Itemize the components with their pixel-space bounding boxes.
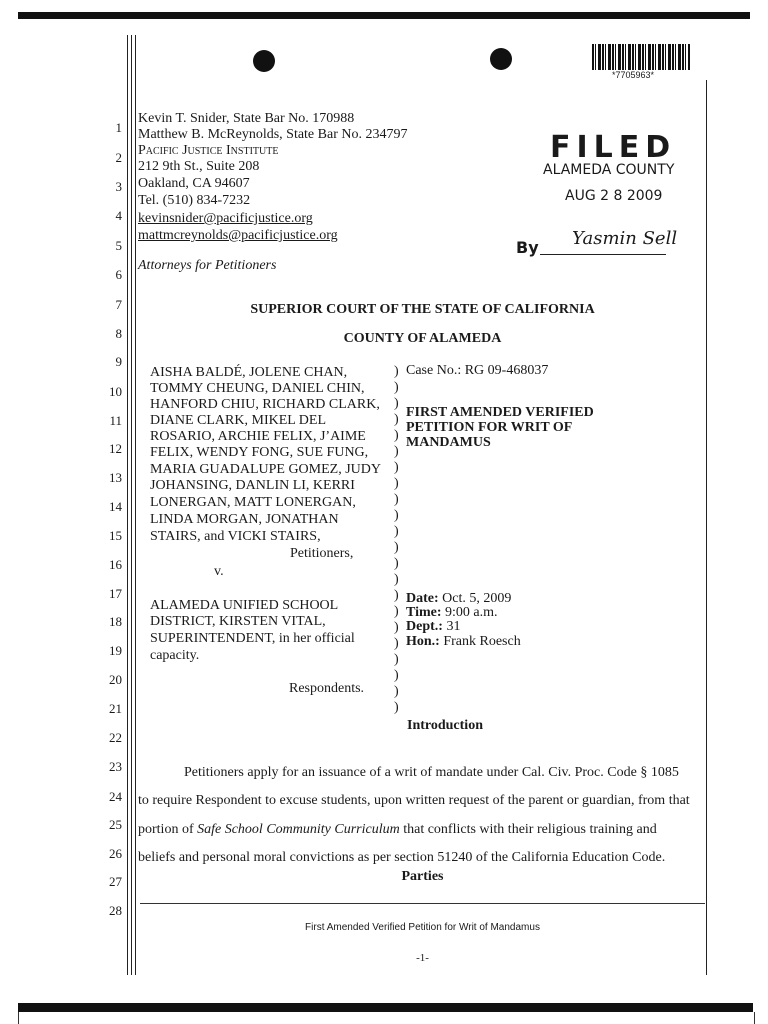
punch-hole-right [490, 48, 512, 70]
hearing-time: Time: 9:00 a.m. [406, 605, 498, 620]
line-number: 13 [109, 470, 122, 485]
petitioner-line: LONERGAN, MATT LONERGAN, [150, 495, 356, 510]
firm-address-2: Oakland, CA 94607 [138, 176, 250, 191]
petitioner-line: TOMMY CHEUNG, DANIEL CHIN, [150, 381, 365, 396]
line-number: 16 [109, 557, 122, 572]
firm-telephone: Tel. (510) 834-7232 [138, 193, 251, 208]
clerk-signature: Yasmin Sell [572, 228, 678, 249]
page-number: -1- [416, 952, 429, 964]
hearing-date: Date: Oct. 5, 2009 [406, 591, 512, 606]
line-number: 26 [109, 846, 122, 861]
line-number: 22 [109, 730, 122, 745]
line-number: 11 [109, 413, 122, 428]
margin-rule-left-2 [131, 35, 132, 975]
firm-name: Pacific Justice Institute [138, 143, 279, 158]
respondent-line: capacity. [150, 648, 200, 663]
barcode-image [592, 44, 690, 70]
margin-rule-left-3 [135, 35, 136, 975]
petitioner-line: LINDA MORGAN, JONATHAN [150, 512, 339, 527]
line-number: 10 [109, 384, 122, 399]
footer-title: First Amended Verified Petition for Writ of Mandamus [305, 922, 540, 933]
punch-hole-left [253, 50, 275, 72]
respondent-line: DISTRICT, KIRSTEN VITAL, [150, 614, 326, 629]
line-number: 18 [109, 614, 122, 629]
case-number: Case No.: RG 09-468037 [406, 363, 549, 378]
hearing-judge: Hon.: Frank Roesch [406, 634, 521, 649]
respondents-label: Respondents. [289, 681, 365, 696]
line-number: 19 [109, 643, 122, 658]
petitioner-line: JOHANSING, DANLIN LI, KERRI [150, 478, 355, 493]
filed-county: ALAMEDA COUNTY [543, 162, 675, 178]
line-number: 7 [115, 297, 122, 312]
line-number: 24 [109, 789, 122, 804]
margin-rule-right [706, 80, 707, 975]
line-number: 27 [109, 874, 122, 889]
email-link-2[interactable]: mattmcreynolds@pacificjustice.org [138, 228, 338, 243]
line-number: 20 [109, 672, 122, 687]
petitioner-line: AISHA BALDÉ, JOLENE CHAN, [150, 365, 348, 380]
hearing-dept: Dept.: 31 [406, 619, 461, 634]
filed-stamp: FILED [550, 130, 677, 165]
parties-heading: Parties [401, 869, 444, 884]
court-county: COUNTY OF ALAMEDA [343, 331, 502, 346]
document-title-line-2: PETITION FOR WRIT OF [406, 420, 573, 435]
document-title-line-1: FIRST AMENDED VERIFIED [406, 405, 594, 420]
line-number: 14 [109, 499, 122, 514]
line-number: 5 [115, 238, 122, 253]
line-number: 12 [109, 441, 122, 456]
line-number: 9 [115, 354, 122, 369]
filed-date: AUG 2 8 2009 [565, 188, 663, 204]
caption-parentheses: ) ) ) ) ) ) ) ) ) ) ) ) ) ) ) ) ) ) ) ) ) ) [394, 364, 399, 715]
line-number: 4 [115, 208, 122, 223]
firm-address-1: 212 9th St., Suite 208 [138, 159, 260, 174]
attorney-role: Attorneys for Petitioners [138, 258, 277, 273]
next-page-edge [18, 1012, 755, 1024]
line-number: 21 [109, 701, 122, 716]
line-number: 8 [115, 326, 122, 341]
document-title-line-3: MANDAMUS [406, 435, 491, 450]
line-number: 23 [109, 759, 122, 774]
versus: v. [214, 564, 224, 579]
court-name: SUPERIOR COURT OF THE STATE OF CALIFORNIA [250, 302, 595, 317]
barcode-number: *7705963* [612, 70, 655, 80]
attorney-line-2: Matthew B. McReynolds, State Bar No. 234797 [138, 127, 408, 142]
body-paragraph-line-2: to require Respondent to excuse students, upon written request of the parent or guardian, from that [138, 793, 690, 808]
petitioners-label: Petitioners, [290, 546, 354, 561]
footer-rule [140, 903, 705, 904]
filed-by-label: By [516, 238, 539, 257]
line-number: 25 [109, 817, 122, 832]
line-number: 28 [109, 903, 122, 918]
body-paragraph-line-4: beliefs and personal moral convictions as per section 51240 of the California Education Code. [138, 850, 666, 865]
margin-rule-left-1 [127, 35, 128, 975]
introduction-heading: Introduction [407, 718, 483, 733]
email-link-1[interactable]: kevinsnider@pacificjustice.org [138, 211, 313, 226]
attorney-line-1: Kevin T. Snider, State Bar No. 170988 [138, 111, 355, 126]
petitioner-line: DIANE CLARK, MIKEL DEL [150, 413, 327, 428]
petitioner-line: MARIA GUADALUPE GOMEZ, JUDY [150, 462, 381, 477]
line-number: 6 [115, 267, 122, 282]
signature-line [540, 254, 666, 255]
body-paragraph-line-1: Petitioners apply for an issuance of a writ of mandate under Cal. Civ. Proc. Code § 1085 [184, 765, 679, 780]
top-scan-border [18, 12, 750, 19]
petitioner-line: FELIX, WENDY FONG, SUE FUNG, [150, 445, 369, 460]
line-number: 3 [115, 179, 122, 194]
petitioner-line: ROSARIO, ARCHIE FELIX, J’AIME [150, 429, 366, 444]
line-number: 17 [109, 586, 122, 601]
bottom-scan-border [18, 1003, 753, 1012]
respondent-line: SUPERINTENDENT, in her official [150, 631, 355, 646]
body-paragraph-line-3: portion of Safe School Community Curriculum that conflicts with their religious training and [138, 822, 657, 837]
respondent-line: ALAMEDA UNIFIED SCHOOL [150, 598, 339, 613]
petitioner-line: HANFORD CHIU, RICHARD CLARK, [150, 397, 380, 412]
line-number: 1 [115, 120, 122, 135]
line-number: 2 [115, 150, 122, 165]
petitioner-line: STAIRS, and VICKI STAIRS, [150, 529, 321, 544]
line-number: 15 [109, 528, 122, 543]
